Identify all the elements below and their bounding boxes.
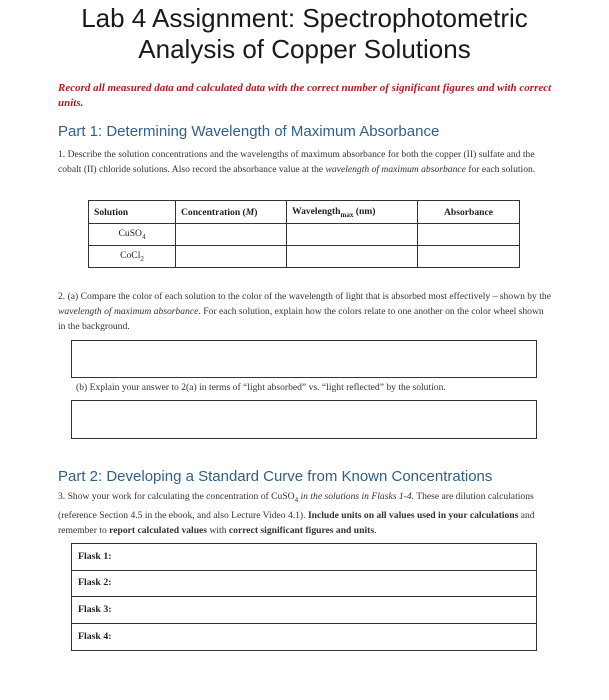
wavelength-cell[interactable] [287, 246, 418, 268]
solution-cell: CoCl$_2$ [89, 246, 176, 268]
part1-heading: Part 1: Determining Wavelength of Maximum Absorbance [58, 123, 440, 140]
concentration-cell[interactable] [176, 224, 287, 246]
flask-4-label: Flask 4: [78, 631, 112, 642]
flask-2-label: Flask 2: [78, 577, 112, 588]
q1-tail: for each solution. [468, 164, 536, 175]
record-note: Record all measured data and calculated data with the correct number of significant figures and with correct units. [58, 82, 552, 109]
question-1 [58, 147, 553, 177]
wavelength-cell[interactable] [287, 224, 418, 246]
flask-1-label: Flask 1: [78, 551, 112, 562]
header-absorbance: Absorbance [418, 201, 520, 224]
flask-2-field[interactable] [71, 570, 537, 597]
absorbance-table [88, 200, 520, 268]
page-title-line-1: Lab 4 Assignment: Spectrophotometric [81, 3, 528, 33]
table-header-row [89, 201, 520, 224]
answer-box-2b[interactable] [71, 400, 537, 439]
concentration-cell[interactable] [176, 246, 287, 268]
flask-3-field[interactable] [71, 597, 537, 624]
question-2a: 2. (a) Compare the color of each solution to the color of the wavelength of light that is absorbed most effectively – shown by the wavelength of maximum absorbance. For each solution, explain how the colors relate to one another on the color wheel shown in the background. [58, 291, 551, 332]
question-2b: (b) Explain your answer to 2(a) in terms of “light absorbed” vs. “light reflected” by the solution. [76, 382, 446, 393]
flask-1-field[interactable] [71, 543, 537, 571]
absorbance-cell[interactable] [418, 224, 520, 246]
question-3: 3. Show your work for calculating the concentration of CuSO$_4$ in the solutions in Flasks 1-4. These are dilution calculations (reference Section 4.5 in the ebook, and also Lecture Video 4.1). Include units on all values used in your calculations and remember to report calculated values with correct significant figures and units. [58, 491, 535, 536]
table-row [89, 224, 520, 246]
solution-cell: CuSO$_4$ [89, 224, 176, 246]
absorbance-cell[interactable] [418, 246, 520, 268]
answer-box-2a[interactable] [71, 340, 537, 378]
q1-text: 1. Describe the solution concentrations and the wavelengths of maximum absorbance for both the copper (II) sulfate and the cobalt (II) chloride solutions. Also record the absorbance value at the [58, 149, 535, 175]
flask-4-field[interactable] [71, 624, 537, 651]
flask-3-label: Flask 3: [78, 604, 112, 615]
table-row [89, 246, 520, 268]
part2-heading: Part 2: Developing a Standard Curve from Known Concentrations [58, 468, 493, 485]
q1-emphasis: wavelength of maximum absorbance [325, 164, 466, 175]
header-concentration: Concentration (M) [176, 201, 287, 224]
q2a-emphasis: wavelength of maximum absorbance [58, 306, 199, 317]
page-title-line-2: Analysis of Copper Solutions [138, 34, 471, 64]
header-wavelength: Wavelength$_{max}$ (nm) [287, 201, 418, 224]
header-solution: Solution [89, 201, 176, 224]
